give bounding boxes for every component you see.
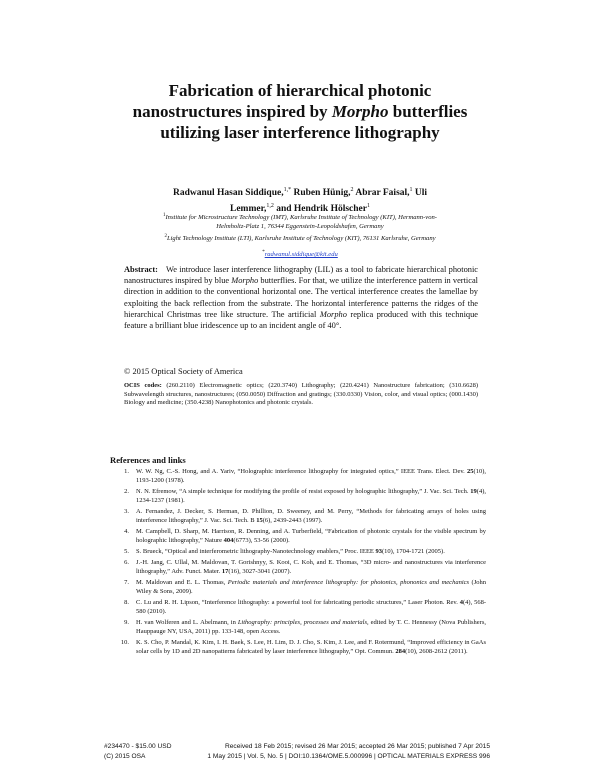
footer-row-2 xyxy=(104,752,490,762)
footer-copyright: (C) 2015 OSA xyxy=(104,753,146,760)
reference-text xyxy=(136,619,486,636)
reference-run: (6773), 53-56 (2000). xyxy=(233,536,290,544)
affiliation xyxy=(150,211,450,232)
ocis-label: OCIS codes: xyxy=(124,382,162,389)
author-sup: 1 xyxy=(367,202,370,209)
references-heading: References and links xyxy=(110,455,186,465)
author-name: Abrar Faisal, xyxy=(355,188,410,199)
reference-number: 4. xyxy=(124,528,129,535)
abstract-run: We introduce laser interference lithography (LIL) as a tool to fabricate hierarchical photonic nanostructures inspired by blue xyxy=(124,265,478,286)
reference-run: A. Fernandez, J. Decker, S. Herman, D. Phillion, D. Sweeney, and M. Perry, “Methods for fabricating arrays of holes using interference lithography,” J. Vac. Sci. Tech. B xyxy=(136,508,486,524)
reference-run: 17 xyxy=(221,568,229,575)
reference-run: Periodic materials and interference lithography: for photonics, phononics and mechanics xyxy=(227,579,470,587)
author-sup: 1,2 xyxy=(266,202,274,209)
reference-run: (10), 2608-2612 (2011). xyxy=(405,648,468,655)
reference-run: (10), 1193-1200 (1978). xyxy=(136,468,486,484)
reference-text xyxy=(136,599,486,616)
reference-run: K. S. Cho, P. Mandal, K. Kim, I. H. Baek, S. Lee, H. Lim, D. J. Cho, S. Kim, J. Lee, and F. Rotermund, “Improved efficiency in GaAs solar cells by 1D and 2D nanopatterns fabricated by laser interference lithography,” Opt. Commun. xyxy=(136,639,486,655)
author-name: and Hendrik Hölscher xyxy=(276,203,367,214)
reference-item xyxy=(104,468,486,485)
reference-item xyxy=(104,619,486,636)
reference-number: 10. xyxy=(120,639,129,647)
reference-run: H. van Wolferen and L. Abelmann, in xyxy=(136,619,238,627)
reference-number: 8. xyxy=(124,599,129,607)
reference-run: (4), 1234-1237 (1981). xyxy=(136,488,486,504)
reference-run: 284 xyxy=(395,648,406,655)
reference-number: 5. xyxy=(124,548,129,555)
paper-title: Fabrication of hierarchical photonic nanostructures inspired by Morpho butterflies utilizing laser interference lithography xyxy=(132,81,468,142)
page-footer xyxy=(104,742,490,762)
reference-number: 6. xyxy=(124,559,129,567)
reference-run: , edited by T. C. Hennessy (Nova Publishers, Hauppauge NY, USA, 2011) pp. 133-148, open Access. xyxy=(136,619,486,635)
affiliation xyxy=(150,232,450,243)
reference-item xyxy=(104,488,486,505)
reference-run: W. W. Ng, C.-S. Hong, and A. Yariv, “Holographic interference lithography for integrated optics,” IEEE Trans. Elect. Dev. xyxy=(136,468,468,475)
reference-number: 9. xyxy=(124,619,129,627)
author-sup: 1 xyxy=(409,187,413,193)
reference-text xyxy=(136,559,486,576)
reference-run: 15 xyxy=(256,516,263,524)
abstract-italic: Morpho xyxy=(319,309,347,319)
abstract-run: replica produced with this technique feature a brilliant blue iridescence up to an incident angle of 40°. xyxy=(124,309,478,331)
reference-text xyxy=(136,548,486,557)
reference-run: N. N. Efremow, “A simple technique for modifying the profile of resist exposed by holographic lithography,” J. Vac. Sci. Tech. xyxy=(136,488,471,495)
reference-text xyxy=(136,508,486,525)
ocis-text: (260.2110) Electromagnetic optics; (220.3740) Lithography; (220.4241) Nanostructure fabrication; (310.6628) Subwavelength structures, nanostructures; (050.0050) Diffraction and gratings; (330.0330) Vision, color, and visual optics; (000.1430) Biology and medicine; (350.4238) Nanophotonics and photonic crystals. xyxy=(124,382,478,407)
reference-run: M. Campbell, D. Sharp, M. Harrison, R. Denning, and A. Turberfield, “Fabrication of photonic crystals for the visible spectrum by holographic lithography,” Nature xyxy=(136,528,486,544)
reference-run: S. Brueck, “Optical and interferometric lithography-Nanotechnology enablers,” Proc. IEEE xyxy=(136,548,376,555)
affiliation-text: Institute for Microstructure Technology (IMT), Karlsruhe Institute of Technology (KIT), Hermann-von-Helmholtz-Platz 1, 76344 Eggenstein-Leopoldshafen, Germany xyxy=(165,214,438,231)
reference-text xyxy=(136,639,486,656)
abstract-text xyxy=(124,265,478,330)
reference-run: (John Wiley & Sons, 2009). xyxy=(136,579,486,595)
reference-number: 1. xyxy=(124,468,129,475)
reference-text xyxy=(136,488,486,505)
reference-run: M. Maldovan and E. L. Thomas, xyxy=(136,579,228,587)
affiliation-sup: 1 xyxy=(162,213,166,218)
email-link[interactable]: radwanul.siddique@kit.edu xyxy=(264,251,338,259)
reference-number: 2. xyxy=(124,488,129,495)
footer-citation: 1 May 2015 | Vol. 5, No. 5 | DOI:10.1364/OME.5.000996 | OPTICAL MATERIALS EXPRESS 996 xyxy=(207,753,490,760)
abstract-label: Abstract: xyxy=(124,265,158,274)
reference-run: 93 xyxy=(375,548,383,555)
reference-run: 4 xyxy=(459,599,463,607)
email-line: *radwanul.siddique@kit.edu xyxy=(262,250,338,259)
footer-row-1 xyxy=(104,742,490,752)
copyright: © 2015 Optical Society of America xyxy=(124,367,243,376)
reference-run: Lithography: principles, processes and materials xyxy=(237,619,367,627)
reference-text xyxy=(136,528,486,545)
author-sup: 2 xyxy=(350,187,354,193)
reference-run: 19 xyxy=(470,488,477,495)
footer-dates: Received 18 Feb 2015; revised 26 Mar 2015; accepted 26 Mar 2015; published 7 Apr 2015 xyxy=(224,743,490,750)
abstract-run: butterflies. For that, we utilize the interference pattern in vertical direction in addition to the conventional horizontal one. The vertical interference creates the lamellae by exploiting the back reflection from the substrate. The horizontal interference patterns the ridges of the hierarchical Christmas tree like structure. The artificial xyxy=(124,276,478,319)
reference-run: J.-H. Jang, C. Ullal, M. Maldovan, T. Gorishnyy, S. Kooi, C. Koh, and E. Thomas, “3D micro- and nanostructures via interference lithography,” Adv. Funct. Mater. xyxy=(136,559,486,575)
reference-run: (16), 3027-3041 (2007). xyxy=(228,568,292,575)
reference-run: 404 xyxy=(223,536,234,544)
footer-price: #234470 - $15.00 USD xyxy=(104,743,172,750)
reference-run: (10), 1704-1721 (2005). xyxy=(382,548,445,555)
reference-item xyxy=(104,599,486,616)
abstract xyxy=(124,264,478,331)
reference-text xyxy=(136,468,486,485)
reference-item xyxy=(104,548,486,557)
author-name: Uli Lemmer, xyxy=(230,188,428,214)
reference-text xyxy=(136,579,486,596)
reference-number: 3. xyxy=(124,508,129,515)
reference-run: (4), 568-580 (2010). xyxy=(136,599,486,615)
reference-item xyxy=(104,508,486,525)
reference-item xyxy=(104,559,486,576)
author-sup: 1,* xyxy=(283,187,292,193)
affiliations xyxy=(150,211,450,243)
references-list xyxy=(104,468,486,659)
affiliation-text: Light Technology Institute (LTI), Karlsruhe Institute of Technology (KIT), 76131 Karlsruhe, Germany xyxy=(166,234,436,242)
ocis-codes xyxy=(124,382,478,408)
abstract-italic: Morpho xyxy=(231,276,259,286)
reference-run: 25 xyxy=(467,468,474,475)
affiliation-sup: 2 xyxy=(164,233,167,239)
author-name: Radwanul Hasan Siddique, xyxy=(172,188,284,199)
reference-item xyxy=(104,579,486,596)
reference-run: (6), 2439-2443 (1997). xyxy=(262,516,323,524)
reference-number: 7. xyxy=(124,579,129,587)
reference-run: C. Lu and R. H. Lipson, “Interference lithography: a powerful tool for fabricating periodic structures,” Laser Photon. Rev. xyxy=(136,599,460,607)
reference-item xyxy=(104,639,486,656)
reference-item xyxy=(104,528,486,545)
author-name: Ruben Hünig, xyxy=(293,188,351,199)
title-italic: Morpho xyxy=(331,102,389,121)
